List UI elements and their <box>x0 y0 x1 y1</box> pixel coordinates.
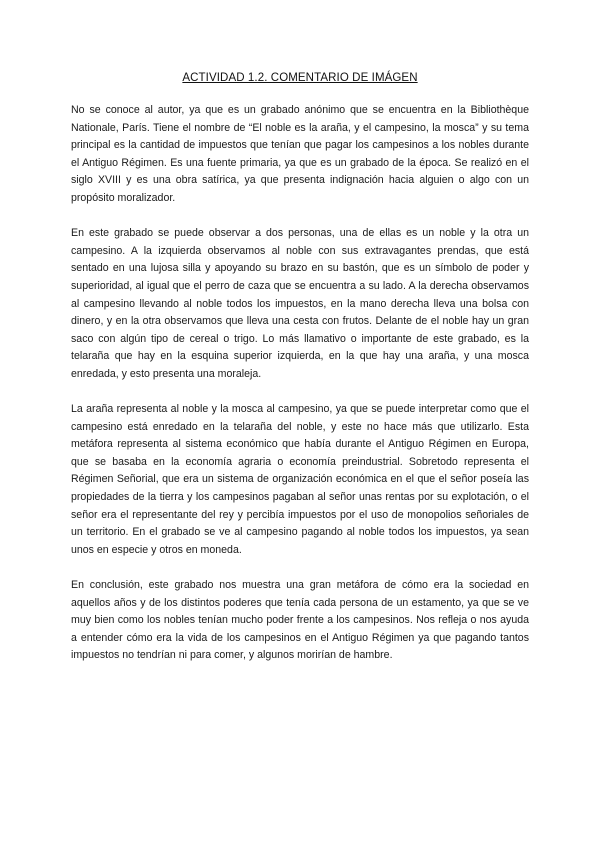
paragraph-description: En este grabado se puede observar a dos personas, una de ellas es un noble y la otra un campesino. A la izquierda observamos al noble con sus extravagantes prendas, que está sentado en una lujosa silla y apoyando su brazo en su bastón, que es un símbolo de poder y superioridad, al igual que el perro de caza que se encuentra a su lado. A la derecha observamos al campesino llevando al noble todos los impuestos, en la mano derecha lleva una bolsa con dinero, y en la otra observamos que lleva una cesta con frutos. Delante de el noble hay un gran saco con algún tipo de cereal o trigo. Lo más llamativo o importante de este grabado, es la telaraña que hay en la esquina superior izquierda, en la que hay una araña, y una mosca enredada, y esto presenta una moraleja. <box>71 227 529 380</box>
paragraph-conclusion: En conclusión, este grabado nos muestra una gran metáfora de cómo era la sociedad en aquellos años y de los distintos poderes que tenía cada persona de un estamento, ya que se ve muy bien como los nobles tenían mucho poder frente a los campesinos. Nos refleja o nos ayuda a entender cómo era la vida de los campesinos en el Antiguo Régimen ya que pagando tantos impuestos no tendrían ni para comer, y algunos morirían de hambre. <box>71 579 529 662</box>
page-title: ACTIVIDAD 1.2. COMENTARIO DE IMÁGEN <box>182 72 418 84</box>
paragraph-interpretation: La araña representa al noble y la mosca al campesino, ya que se puede interpretar como que el campesino está enredado en la telaraña del noble, y este no hace más que utilizarlo. Esta metáfora representa al sistema económico que había durante el Antiguo Régimen en Europa, que se basaba en la economía agraria o economía preindustrial. Sobretodo representa el Régimen Señorial, que era un sistema de organización económica en el que el señor poseía las propiedades de la tierra y los campesinos pagaban al señor unas rentas por su explotación, o el señor era el representante del rey y percibía impuestos por el uso de monopolios señoriales de un territorio. En el grabado se ve al campesino pagando al noble todos los impuestos, ya sean unos en especie y otros en moneda. <box>71 403 529 556</box>
paragraph-introduction: No se conoce al autor, ya que es un grabado anónimo que se encuentra en la Bibliothèque Nationale, París. Tiene el nombre de “El noble es la araña, y el campesino, la mosca” y su tema principal es la cantidad de impuestos que tenían que pagar los campesinos a los nobles durante el Antiguo Régimen. Es una fuente primaria, ya que es un grabado de la época. Se realizó en el siglo XVIII y es una obra satírica, ya que presenta indignación hacia alguien o algo con un propósito moralizador. <box>71 104 529 204</box>
document-body <box>71 102 529 683</box>
